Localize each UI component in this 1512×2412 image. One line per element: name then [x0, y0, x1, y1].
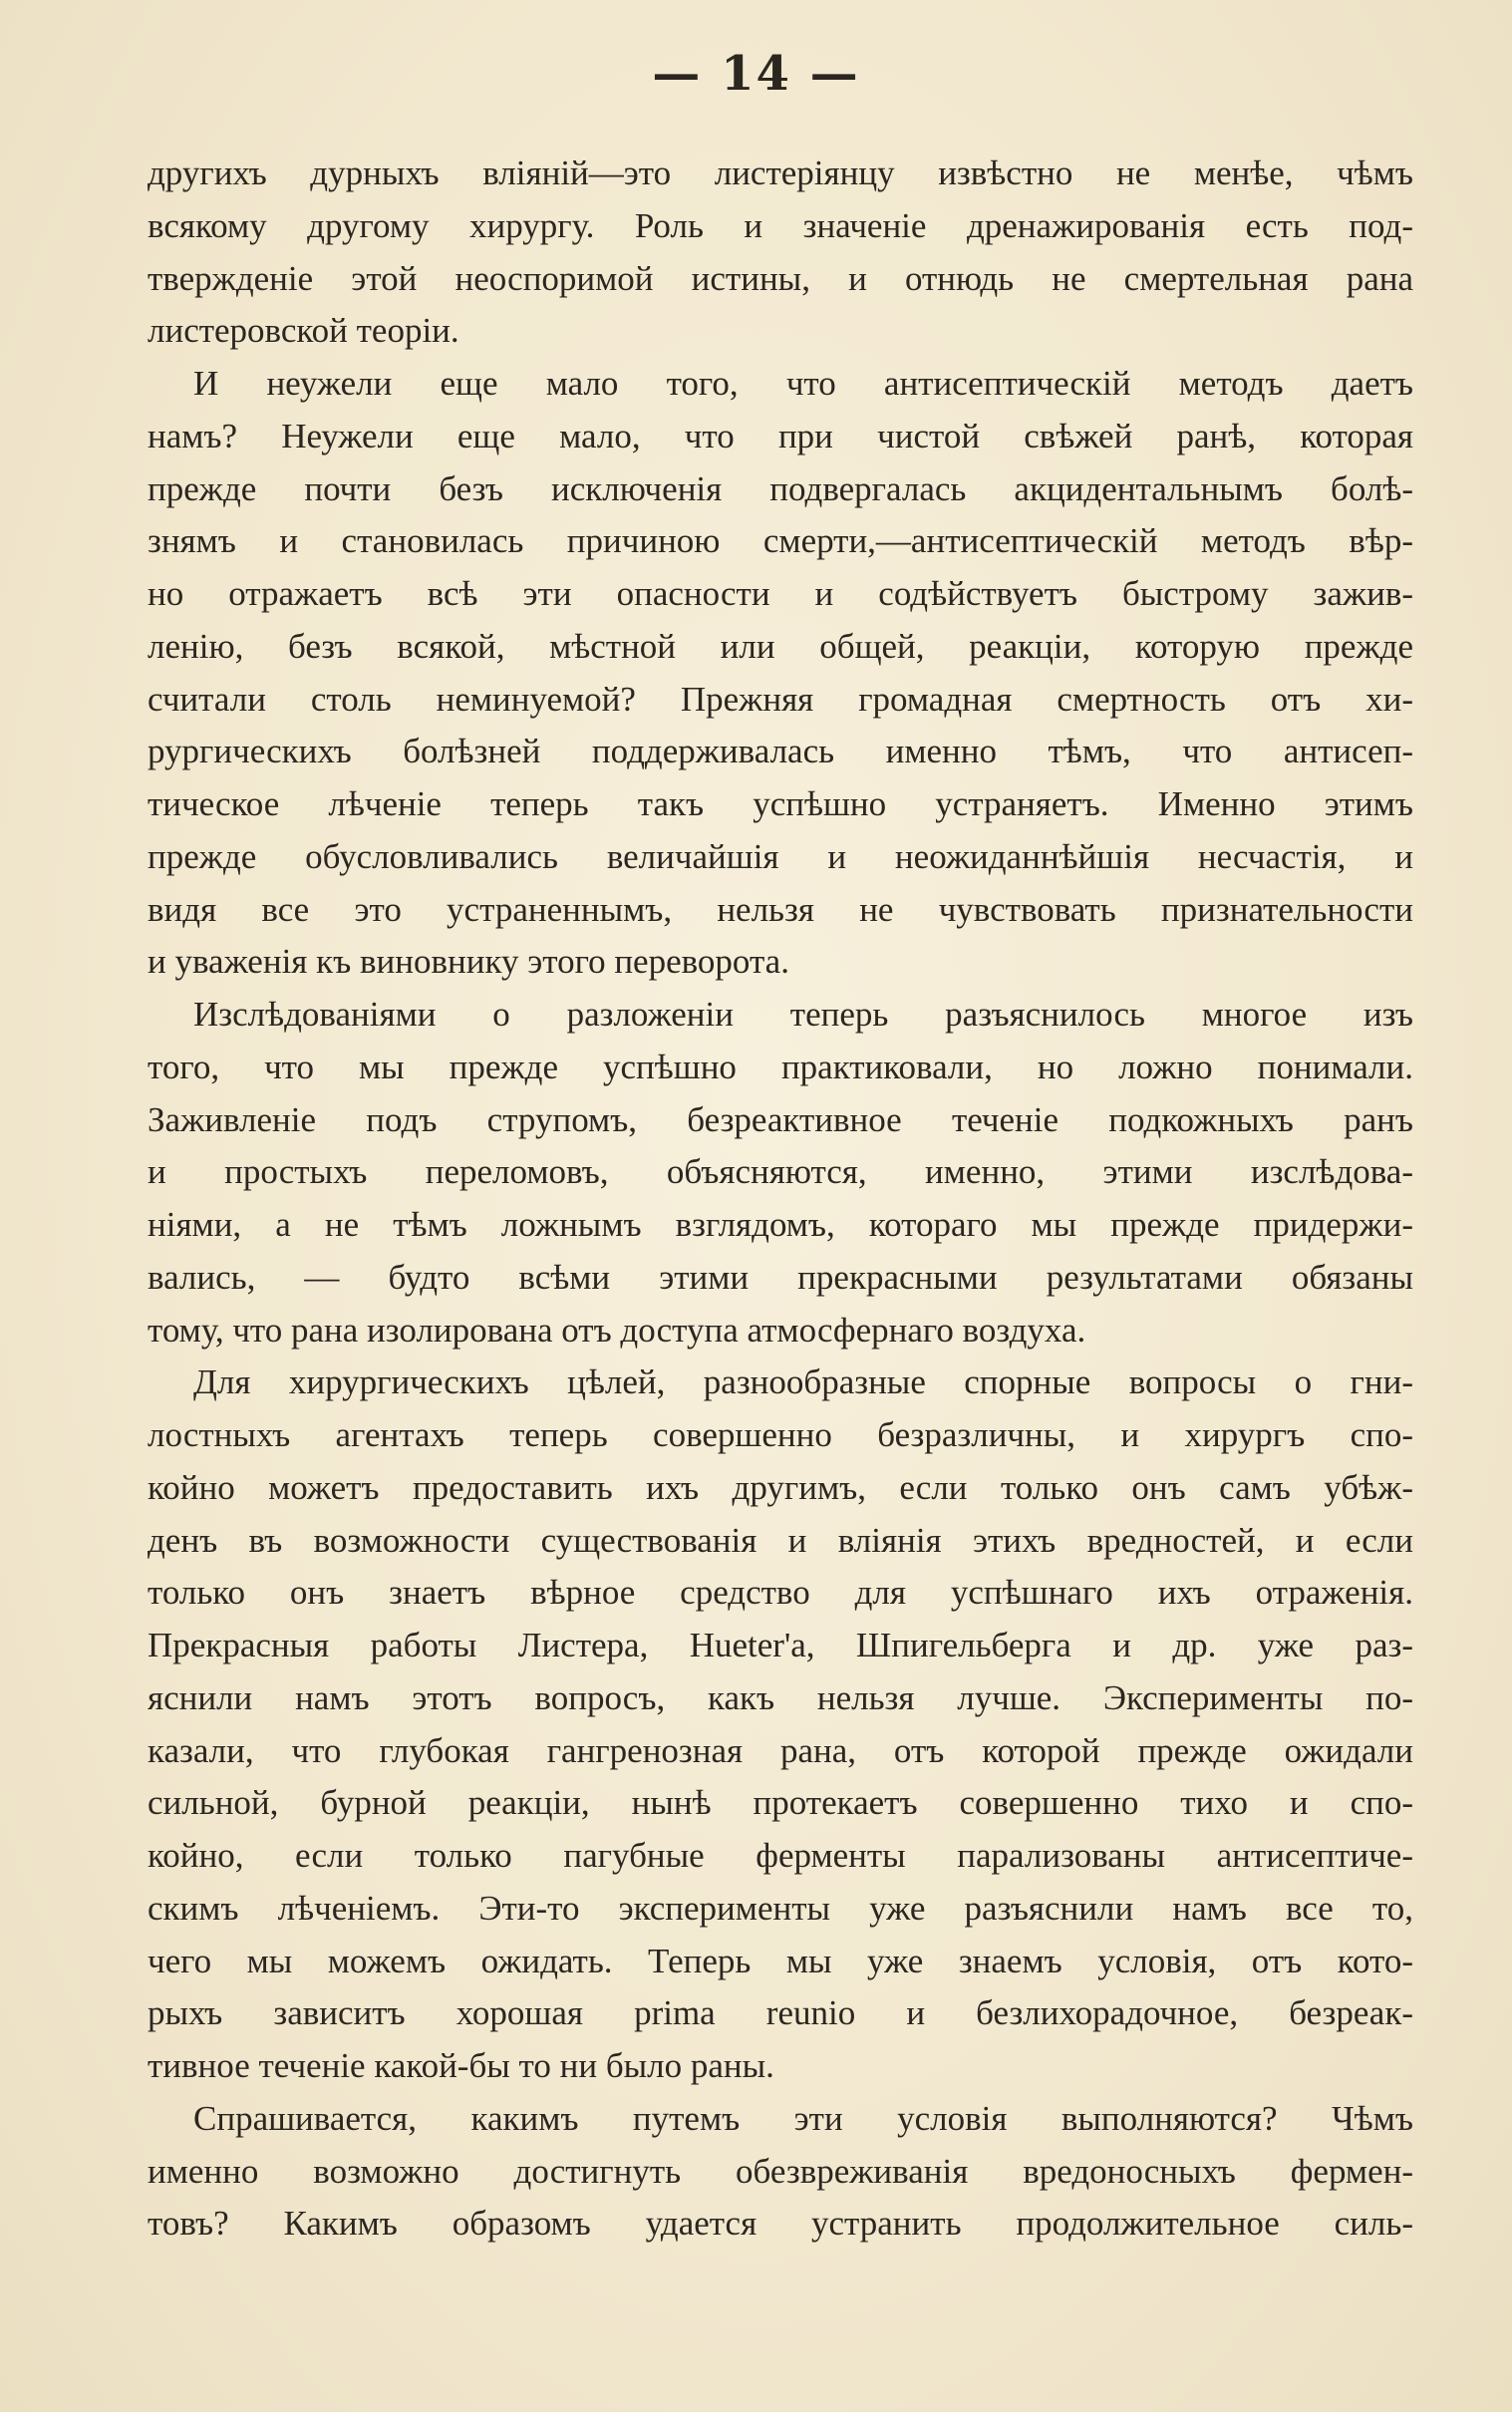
- text-line: Изслѣдованіями о разложеніи теперь разъяснилось многое изъ: [193, 995, 1413, 1034]
- text-line: но отражаетъ всѣ эти опасности и содѣйствуетъ быстрому зажив-: [148, 574, 1413, 613]
- text-line: тическое лѣченіе теперь такъ успѣшно устраняетъ. Именно этимъ: [148, 784, 1413, 823]
- text-line: рыхъ зависитъ хорошая prima reunio и безлихорадочное, безреак-: [148, 1993, 1413, 2033]
- text-line: тому, что рана изолирована отъ доступа атмосфернаго воздуха.: [148, 1310, 1086, 1350]
- text-line: ніями, а не тѣмъ ложнымъ взглядомъ, котораго мы прежде придержи-: [148, 1205, 1413, 1244]
- paragraph: [148, 2093, 1413, 2251]
- text-line: скимъ лѣченіемъ. Эти-то эксперименты уже разъяснили намъ все то,: [148, 1888, 1413, 1928]
- text-line: яснили намъ этотъ вопросъ, какъ нельзя лучше. Эксперименты по-: [148, 1677, 1413, 1717]
- text-line: прежде почти безъ исключенія подвергалась акцидентальнымъ болѣ-: [148, 468, 1413, 508]
- page-number: — 14 —: [652, 46, 860, 102]
- text-line: Для хирургическихъ цѣлей, разнообразные спорные вопросы о гни-: [193, 1362, 1413, 1402]
- text-line: Заживленіе подъ струпомъ, безреактивное теченіе подкожныхъ ранъ: [148, 1099, 1413, 1139]
- text-line: казали, что глубокая гангренозная рана, отъ которой прежде ожидали: [148, 1730, 1413, 1770]
- text-line: всякому другому хирургу. Роль и значеніе дренажированія есть под-: [148, 205, 1413, 245]
- text-line: Прекрасныя работы Листера, Hueter'а, Шпигельберга и др. уже раз-: [148, 1626, 1413, 1664]
- text-line: тивное теченіе какой-бы то ни было раны.: [148, 2046, 774, 2085]
- text-line: сильной, бурной реакціи, нынѣ протекаетъ совершенно тихо и спо-: [148, 1783, 1413, 1823]
- text-line: и уваженія къ виновнику этого переворота.: [148, 942, 789, 982]
- text-line: Спрашивается, какимъ путемъ эти условія выполняются? Чѣмъ: [193, 2098, 1413, 2138]
- text-line: товъ? Какимъ образомъ удается устранить продолжительное силь-: [148, 2204, 1413, 2244]
- text-line: считали столь неминуемой? Прежняя громадная смертность отъ хи-: [148, 679, 1413, 719]
- body-text: [148, 148, 1413, 2251]
- text-line: чего мы можемъ ожидать. Теперь мы уже знаемъ условія, отъ кото-: [148, 1941, 1413, 1980]
- text-line: того, что мы прежде успѣшно практиковали, но ложно понимали.: [148, 1047, 1413, 1086]
- text-line: и простыхъ переломовъ, объясняются, именно, этими изслѣдова-: [148, 1152, 1413, 1192]
- text-line: И неужели еще мало того, что антисептическій методъ даетъ: [193, 364, 1413, 403]
- text-line: ленію, безъ всякой, мѣстной или общей, реакціи, которую прежде: [148, 626, 1413, 666]
- text-line: койно можетъ предоставить ихъ другимъ, если только онъ самъ убѣж-: [148, 1467, 1413, 1507]
- text-line: прежде обусловливались величайшія и неожиданнѣйшія несчастія, и: [148, 836, 1413, 876]
- text-line: именно возможно достигнуть обезвреживанія вредоносныхъ фермен-: [148, 2151, 1413, 2191]
- text-line: намъ? Неужели еще мало, что при чистой свѣжей ранѣ, которая: [148, 416, 1413, 455]
- paragraph: [148, 148, 1413, 358]
- text-line: знямъ и становилась причиною смерти,—антисептическій методъ вѣр-: [148, 521, 1413, 561]
- text-line: денъ въ возможности существованія и вліянія этихъ вредностей, и если: [148, 1520, 1413, 1560]
- paragraph: [148, 1357, 1413, 2093]
- paragraph: [148, 989, 1413, 1357]
- text-line: твержденіе этой неоспоримой истины, и отнюдь не смертельная рана: [148, 258, 1413, 298]
- paragraph: [148, 358, 1413, 989]
- text-line: койно, если только пагубные ферменты парализованы антисептиче-: [148, 1836, 1413, 1875]
- text-line: листеровской теоріи.: [148, 311, 459, 351]
- text-line: рургическихъ болѣзней поддерживалась именно тѣмъ, что антисеп-: [148, 732, 1413, 771]
- text-line: только онъ знаетъ вѣрное средство для успѣшнаго ихъ отраженія.: [148, 1573, 1413, 1613]
- text-line: лостныхъ агентахъ теперь совершенно безразличны, и хирургъ спо-: [148, 1415, 1413, 1454]
- text-line: другихъ дурныхъ вліяній—это листеріянцу извѣстно не менѣе, чѣмъ: [148, 153, 1413, 192]
- text-line: вались, — будто всѣми этими прекрасными результатами обязаны: [148, 1257, 1413, 1297]
- text-line: видя все это устраненнымъ, нельзя не чувствовать признательности: [148, 889, 1413, 929]
